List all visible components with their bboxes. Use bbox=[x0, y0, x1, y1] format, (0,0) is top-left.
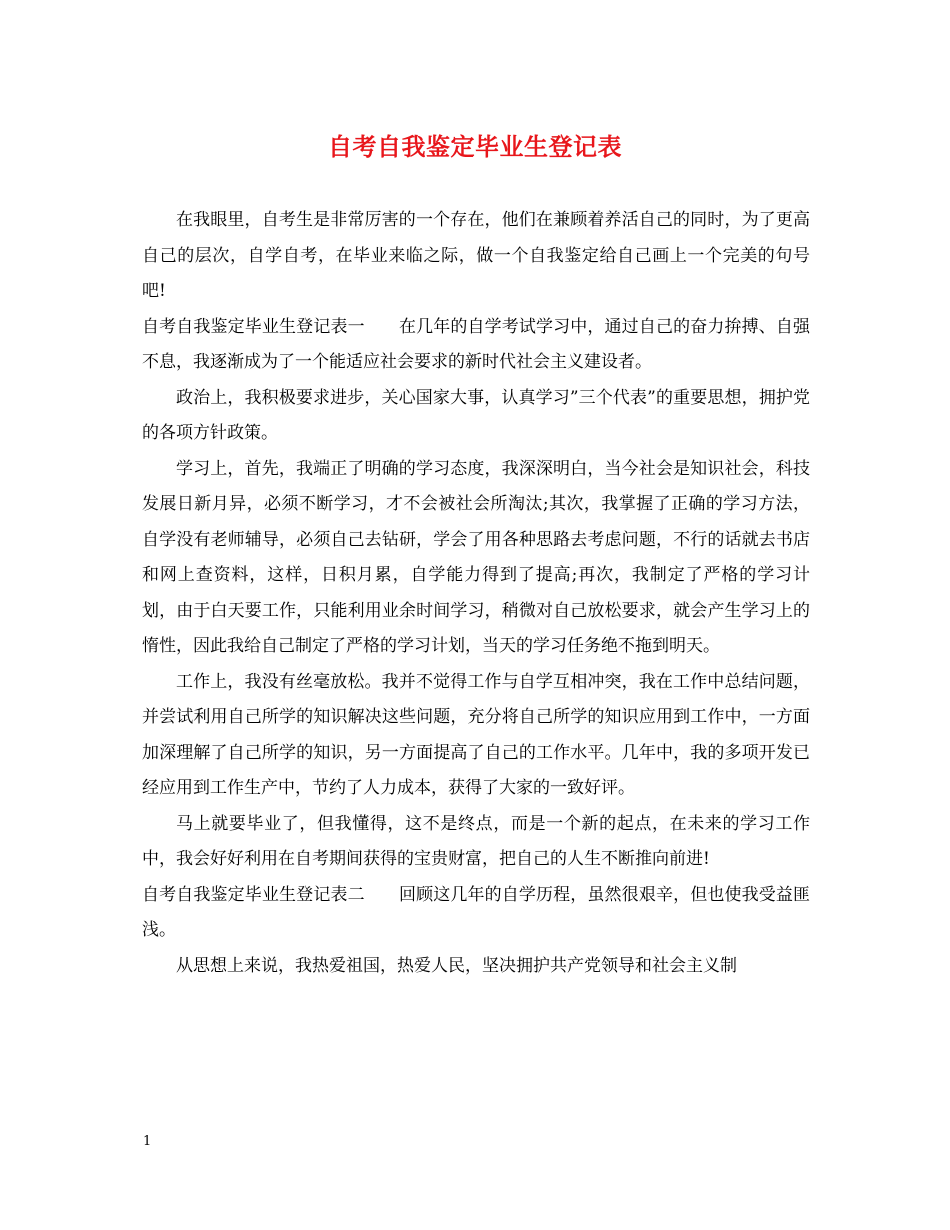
paragraph-ideology: 从思想上来说，我热爱祖国，热爱人民，坚决拥护共产党领导和社会主义制 bbox=[176, 955, 737, 976]
paragraph-graduation: 马上就要毕业了，但我懂得，这不是终点，而是一个新的起点，在未来的学习工作中，我会好好利用在自考期间获得的宝贵财富，把自己的人生不断推向前进! bbox=[142, 813, 810, 869]
paragraph-section-one-heading: 自考自我鉴定毕业生登记表一 在几年的自学考试学习中，通过自己的奋力拚搏、自强不息，我逐渐成为了一个能适应社会要求的新时代社会主义建设者。 bbox=[142, 316, 810, 372]
paragraph-work: 工作上，我没有丝毫放松。我并不觉得工作与自学互相冲突，我在工作中总结问题，并尝试利用自己所学的知识解决这些问题，充分将自己所学的知识应用到工作中，一方面加深理解了自己所学的知识，另一方面提高了自己的工作水平。几年中，我的多项开发已经应用到工作生产中，节约了人力成本，获得了大家的一致好评。 bbox=[142, 671, 810, 798]
paragraph-intro: 在我眼里，自考生是非常厉害的一个存在，他们在兼顾着养活自己的同时，为了更高自己的层次，自学自考，在毕业来临之际，做一个自我鉴定给自己画上一个完美的句号吧! bbox=[142, 210, 810, 301]
paragraph-study: 学习上，首先，我端正了明确的学习态度，我深深明白，当今社会是知识社会，科技发展日新月异，必须不断学习，才不会被社会所淘汰;其次，我掌握了正确的学习方法，自学没有老师辅导，必须自己去钻研，学会了用各种思路去考虑问题，不行的话就去书店和网上查资料，这样，日积月累，自学能力得到了提高;再次，我制定了严格的学习计划，由于白天要工作，只能利用业余时间学习，稍微对自己放松要求，就会产生学习上的惰性，因此我给自己制定了严格的学习计划，当天的学习任务绝不拖到明天。 bbox=[142, 458, 810, 656]
paragraph-section-two-heading: 自考自我鉴定毕业生登记表二 回顾这几年的自学历程，虽然很艰辛，但也使我受益匪浅。 bbox=[142, 884, 810, 940]
paragraph-politics: 政治上，我积极要求进步，关心国家大事，认真学习”三个代表”的重要思想，拥护党的各项方针政策。 bbox=[142, 387, 810, 443]
document-title: 自考自我鉴定毕业生登记表 bbox=[328, 132, 622, 161]
page-number: 1 bbox=[143, 1134, 152, 1149]
document-body bbox=[142, 203, 810, 984]
